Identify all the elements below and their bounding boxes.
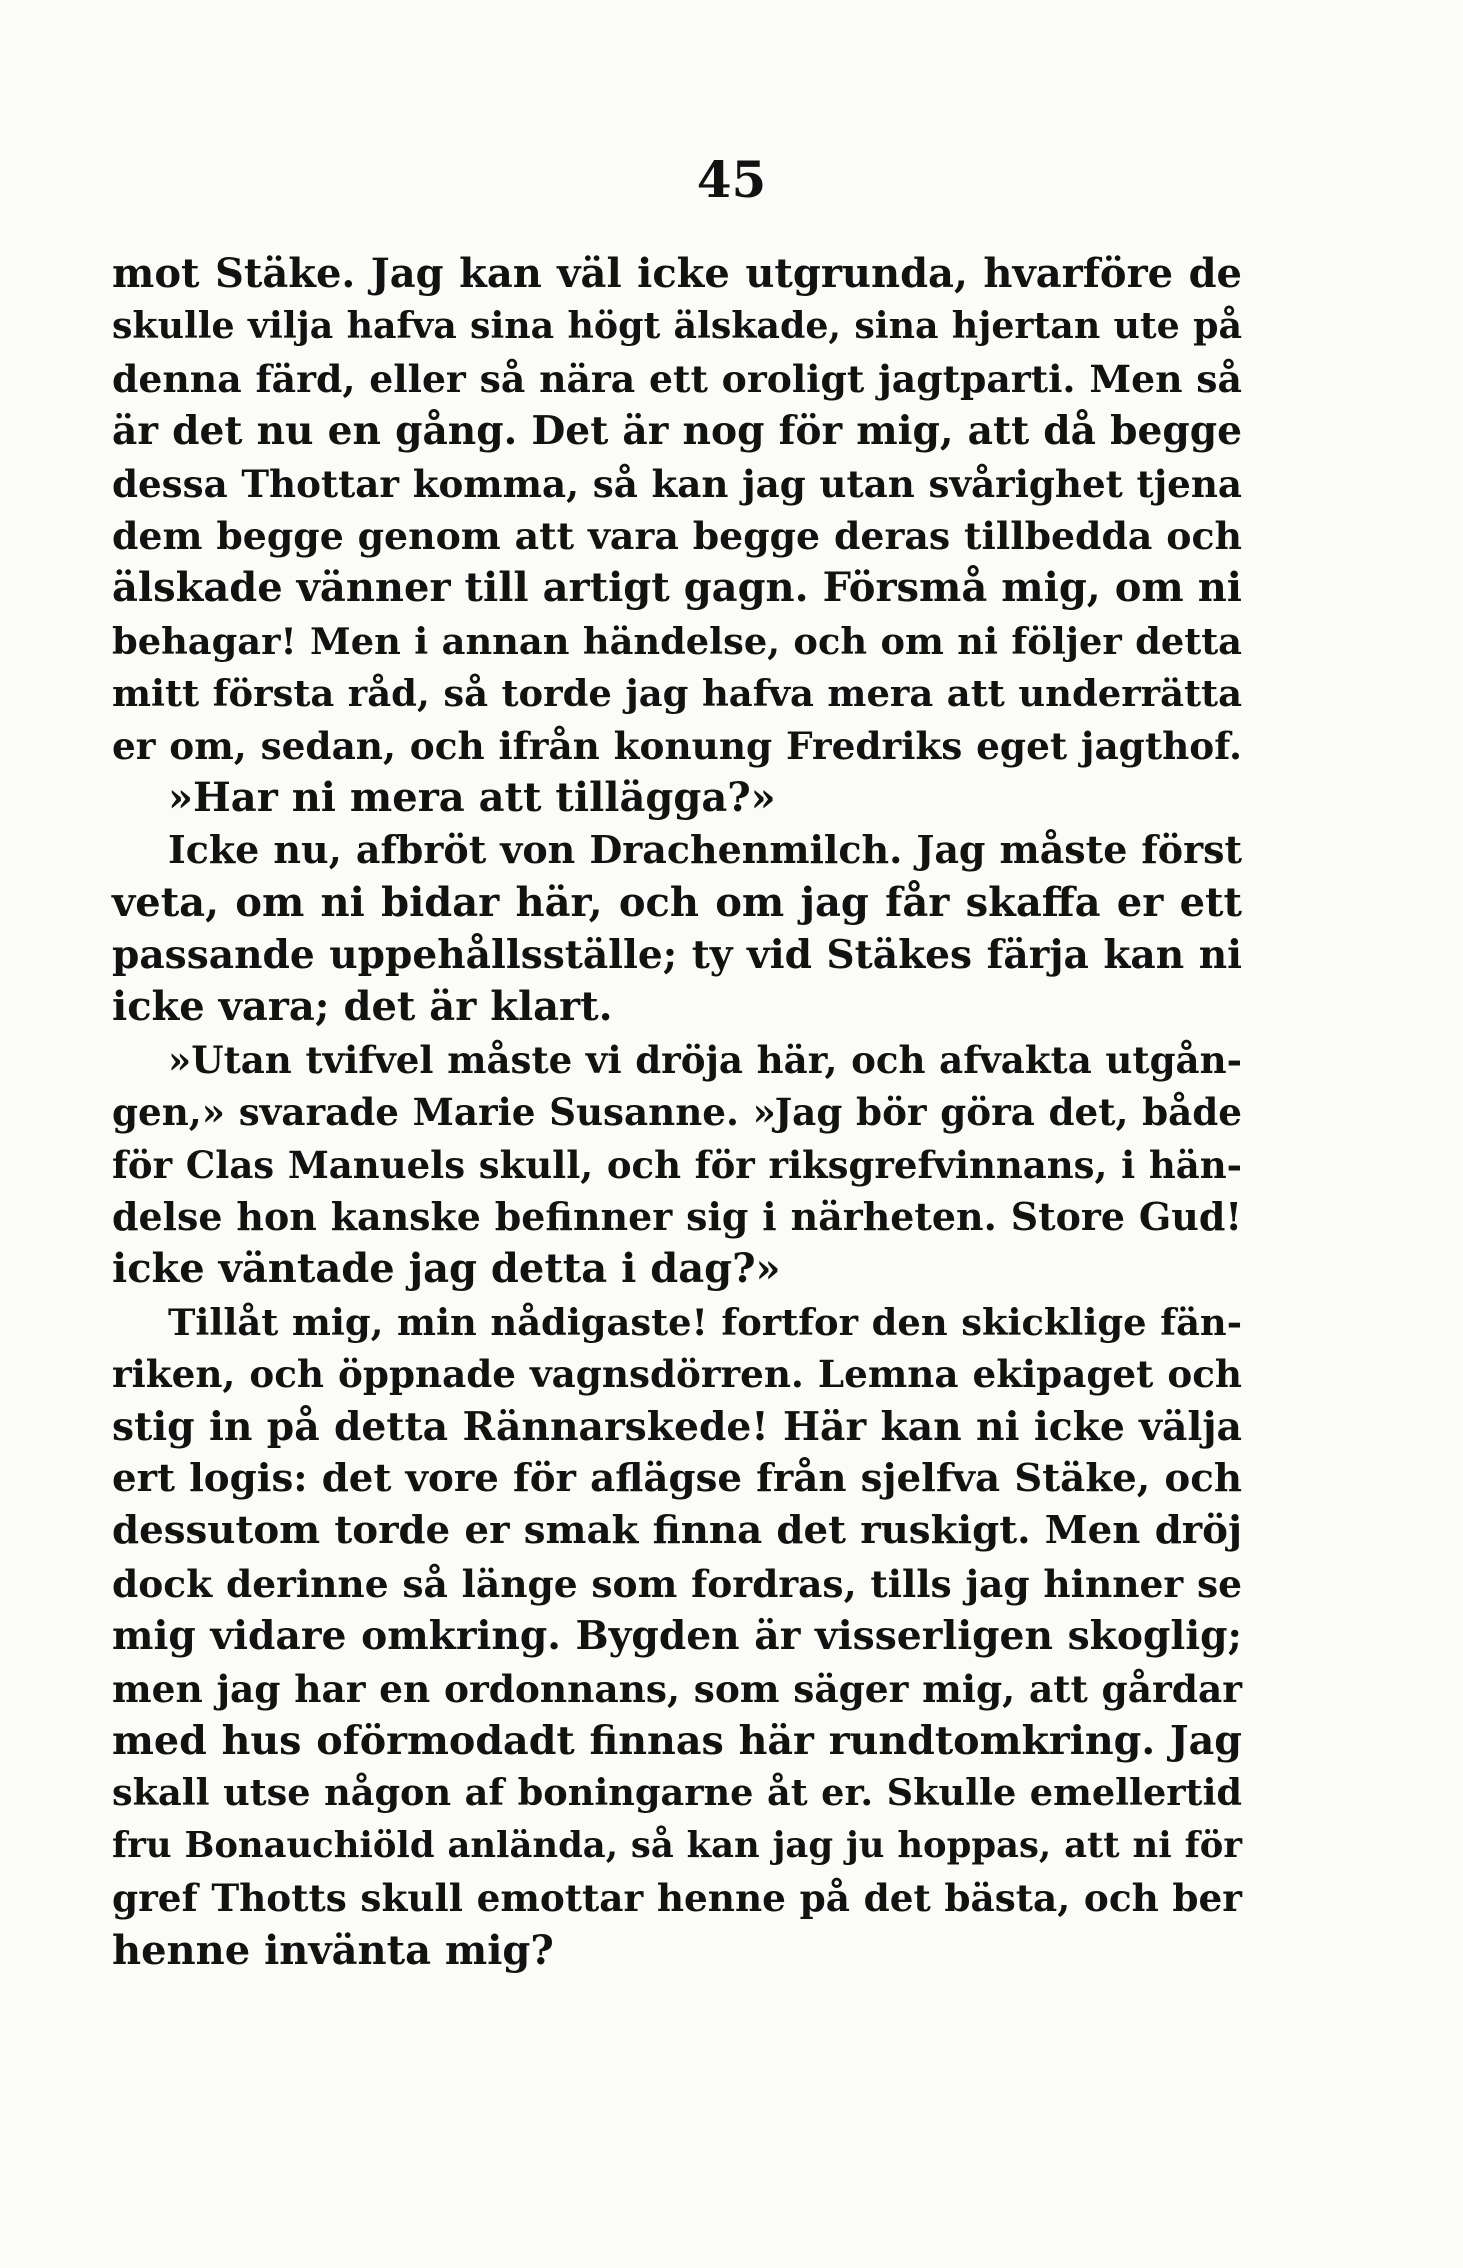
text-line: Tillåt mig, min nådigaste! fortfor den skicklige fän- [168, 1299, 1242, 1344]
text-line: er om, sedan, och ifrån konung Fredriks eget jagthof. [112, 723, 1242, 768]
text-line: med hus oförmodadt finnas här rundtomkring. Jag [112, 1717, 1242, 1764]
text-line: älskade vänner till artigt gagn. Försmå mig, om ni [112, 564, 1242, 612]
page-number: 45 [696, 150, 767, 209]
text-line: stig in på detta Rännarskede! Här kan ni icke välja [112, 1403, 1242, 1450]
text-line: riken, och öppnade vagnsdörren. Lemna ekipaget och [112, 1352, 1242, 1397]
text-line: passande uppehållsställe; ty vid Stäkes färja kan ni [112, 932, 1242, 979]
text-line: ert logis: det vore för aflägse från sjelfva Stäke, och [112, 1455, 1242, 1501]
text-line: dessa Thottar komma, så kan jag utan svårighet tjena [112, 461, 1242, 506]
text-line: behagar! Men i annan händelse, och om ni följer detta [112, 618, 1242, 663]
text-line: henne invänta mig? [112, 1926, 554, 1974]
text-line: delse hon kanske befinner sig i närheten. Store Gud! [112, 1194, 1242, 1240]
text-line: gref Thotts skull emottar henne på det bästa, och ber [112, 1876, 1242, 1921]
text-line: men jag har en ordonnans, som säger mig, att gårdar [112, 1666, 1242, 1711]
text-line: skall utse någon af boningarne åt er. Skulle emellertid [112, 1771, 1242, 1815]
text-line: mot Stäke. Jag kan väl icke utgrunda, hvarföre de [112, 250, 1242, 297]
text-line: denna färd, eller så nära ett oroligt jagtparti. Men så [112, 356, 1242, 401]
text-line: dessutom torde er smak finna det ruskigt. Men dröj [112, 1508, 1242, 1554]
text-line: gen,» svarade Marie Susanne. »Jag bör göra det, både [112, 1090, 1242, 1135]
text-line: dock derinne så länge som fordras, tills jag hinner se [112, 1561, 1242, 1606]
body-text [112, 248, 1242, 1977]
text-line: skulle vilja hafva sina högt älskade, sina hjertan ute på [112, 304, 1242, 348]
text-line: »Utan tvifvel måste vi dröja här, och afvakta utgån- [168, 1037, 1242, 1082]
text-line: veta, om ni bidar här, och om jag får skaffa er ett [112, 878, 1242, 926]
text-line: dem begge genom att vara begge deras tillbedda och [112, 513, 1242, 558]
text-line: icke vara; det är klart. [112, 983, 613, 1031]
text-line: mig vidare omkring. Bygden är visserligen skoglig; [112, 1613, 1242, 1660]
text-line: icke väntade jag detta i dag?» [112, 1245, 781, 1293]
text-line: »Har ni mera att tillägga?» [168, 773, 776, 821]
text-line: är det nu en gång. Det är nog för mig, att då begge [112, 408, 1242, 455]
text-line: fru Bonauchiöld anlända, så kan jag ju hoppas, att ni för [112, 1824, 1242, 1866]
text-line: Icke nu, afbröt von Drachenmilch. Jag måste först [168, 827, 1242, 873]
text-line: för Clas Manuels skull, och för riksgrefvinnans, i hän- [112, 1142, 1242, 1187]
text-line: mitt första råd, så torde jag hafva mera att underrätta [112, 671, 1242, 716]
